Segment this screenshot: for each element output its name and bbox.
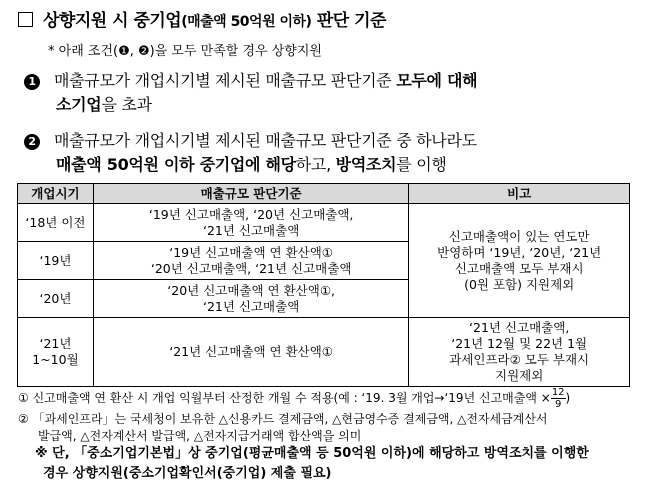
remark-line: 반영하며 ‘19년, ‘20년, ‘21년 xyxy=(437,244,602,260)
header-remarks: 비고 xyxy=(409,184,630,204)
period-cell: ‘19년 xyxy=(18,242,94,280)
remarks-cell xyxy=(409,318,630,387)
condition-2-text: 매출규모가 개업시기별 제시된 매출규모 판단기준 중 하나라도 xyxy=(54,131,477,150)
condition-2 xyxy=(24,129,477,177)
remark-line: 지원제외 xyxy=(495,368,544,383)
criteria-cell xyxy=(93,280,408,318)
period-cell: ‘20년 xyxy=(18,280,94,318)
criteria-cell xyxy=(93,204,408,242)
condition-2-bold: 매출액 50억원 이하 중기업에 해당 xyxy=(56,155,296,174)
remarks-cell xyxy=(409,204,630,318)
period-line: 1~10월 xyxy=(32,352,79,367)
header-criteria: 매출규모 판단기준 xyxy=(93,184,408,204)
footnote-2-marker: ② xyxy=(18,412,29,426)
bottom-note xyxy=(35,444,589,484)
remark-line: 신고매출액 모두 부재시 xyxy=(454,260,584,276)
condition-1-bold: 모두에 대해 xyxy=(396,71,478,90)
footnote-1-marker: ① xyxy=(18,391,29,405)
condition-1-text: 매출규모가 개업시기별 제시된 매출규모 판단기준 xyxy=(54,71,397,90)
number-2-icon: 2 xyxy=(24,134,40,150)
table-row xyxy=(18,318,630,387)
footnote-1 xyxy=(18,387,570,410)
page-title xyxy=(18,6,386,31)
title-main: 상향지원 시 중기업 xyxy=(43,11,182,31)
fraction-numerator: 12 xyxy=(551,387,565,398)
bottom-note-line2: 경우 상향지원(중소기업확인서(중기업) 제출 필요) xyxy=(43,466,332,481)
number-1-icon: 1 xyxy=(24,74,40,90)
criteria-table xyxy=(17,183,630,387)
period-cell xyxy=(18,318,94,387)
table-row xyxy=(18,204,630,242)
remark-line: ‘21년 신고매출액, xyxy=(469,320,570,335)
footnote-1-close: ) xyxy=(565,391,571,405)
fraction xyxy=(551,387,566,410)
remark-line: 과세인프라② 모두 부재시 xyxy=(449,352,590,367)
footnote-2 xyxy=(18,411,548,445)
header-period: 개업시기 xyxy=(18,184,94,204)
condition-2-mid: 하고, xyxy=(295,155,336,174)
footnote-2-line1: 「과세인프라」는 국세청이 보유한 △신용카드 결제금액, △현금영수증 결제금액, △전자세금계산서 xyxy=(32,412,548,426)
conditions-note: * 아래 조건(❶, ❷)을 모두 만족할 경우 상향지원 xyxy=(48,44,322,59)
condition-2-bold2: 방역조치 xyxy=(335,155,397,174)
footnote-1-text: 신고매출액 연 환산 시 개업 익월부터 산정한 개월 수 적용(예 : ‘19. 3월 개업→‘19년 신고매출액 × xyxy=(32,391,551,405)
condition-1-tail: 을 초과 xyxy=(101,95,152,114)
criteria-line: ‘21년 신고매출액 xyxy=(202,222,300,238)
criteria-line: ‘20년 신고매출액, ‘21년 신고매출액 xyxy=(150,260,352,276)
condition-2-tail: 를 이행 xyxy=(396,155,447,174)
table-header-row xyxy=(18,184,630,204)
footnote-2-line2: 발급액, △전자계산서 발급액, △전자지급거래액 합산액을 의미 xyxy=(38,429,362,443)
period-line: ‘21년 xyxy=(39,336,72,351)
bottom-note-line1: ※ 단, 「중소기업기본법」상 중기업(평균매출액 등 50억원 이하)에 해당하고 방역조치를 이행한 xyxy=(35,446,589,461)
remark-line: 신고매출액이 있는 연도만 xyxy=(448,228,590,244)
remark-line: (0원 포함) 지원제외 xyxy=(464,276,575,292)
remark-line: ‘21년 12월 및 22년 1월 xyxy=(451,336,588,351)
criteria-cell xyxy=(93,242,408,280)
title-paren: (매출액 50억원 이하) xyxy=(181,14,312,30)
criteria-cell: ‘21년 신고매출액 연 환산액① xyxy=(93,318,408,387)
condition-1 xyxy=(24,69,477,117)
criteria-line: ‘19년 신고매출액 연 환산액① xyxy=(169,244,334,260)
condition-1-bold2: 소기업 xyxy=(56,95,102,114)
checkbox-square-icon xyxy=(18,12,33,27)
criteria-line: ‘21년 신고매출액 xyxy=(202,298,300,314)
fraction-denominator: 9 xyxy=(554,399,562,410)
title-tail: 판단 기준 xyxy=(316,11,386,31)
criteria-line: ‘19년 신고매출액, ‘20년 신고매출액, xyxy=(148,206,354,222)
criteria-line: ‘20년 신고매출액 연 환산액①, xyxy=(167,282,335,298)
period-cell: ‘18년 이전 xyxy=(18,204,94,242)
